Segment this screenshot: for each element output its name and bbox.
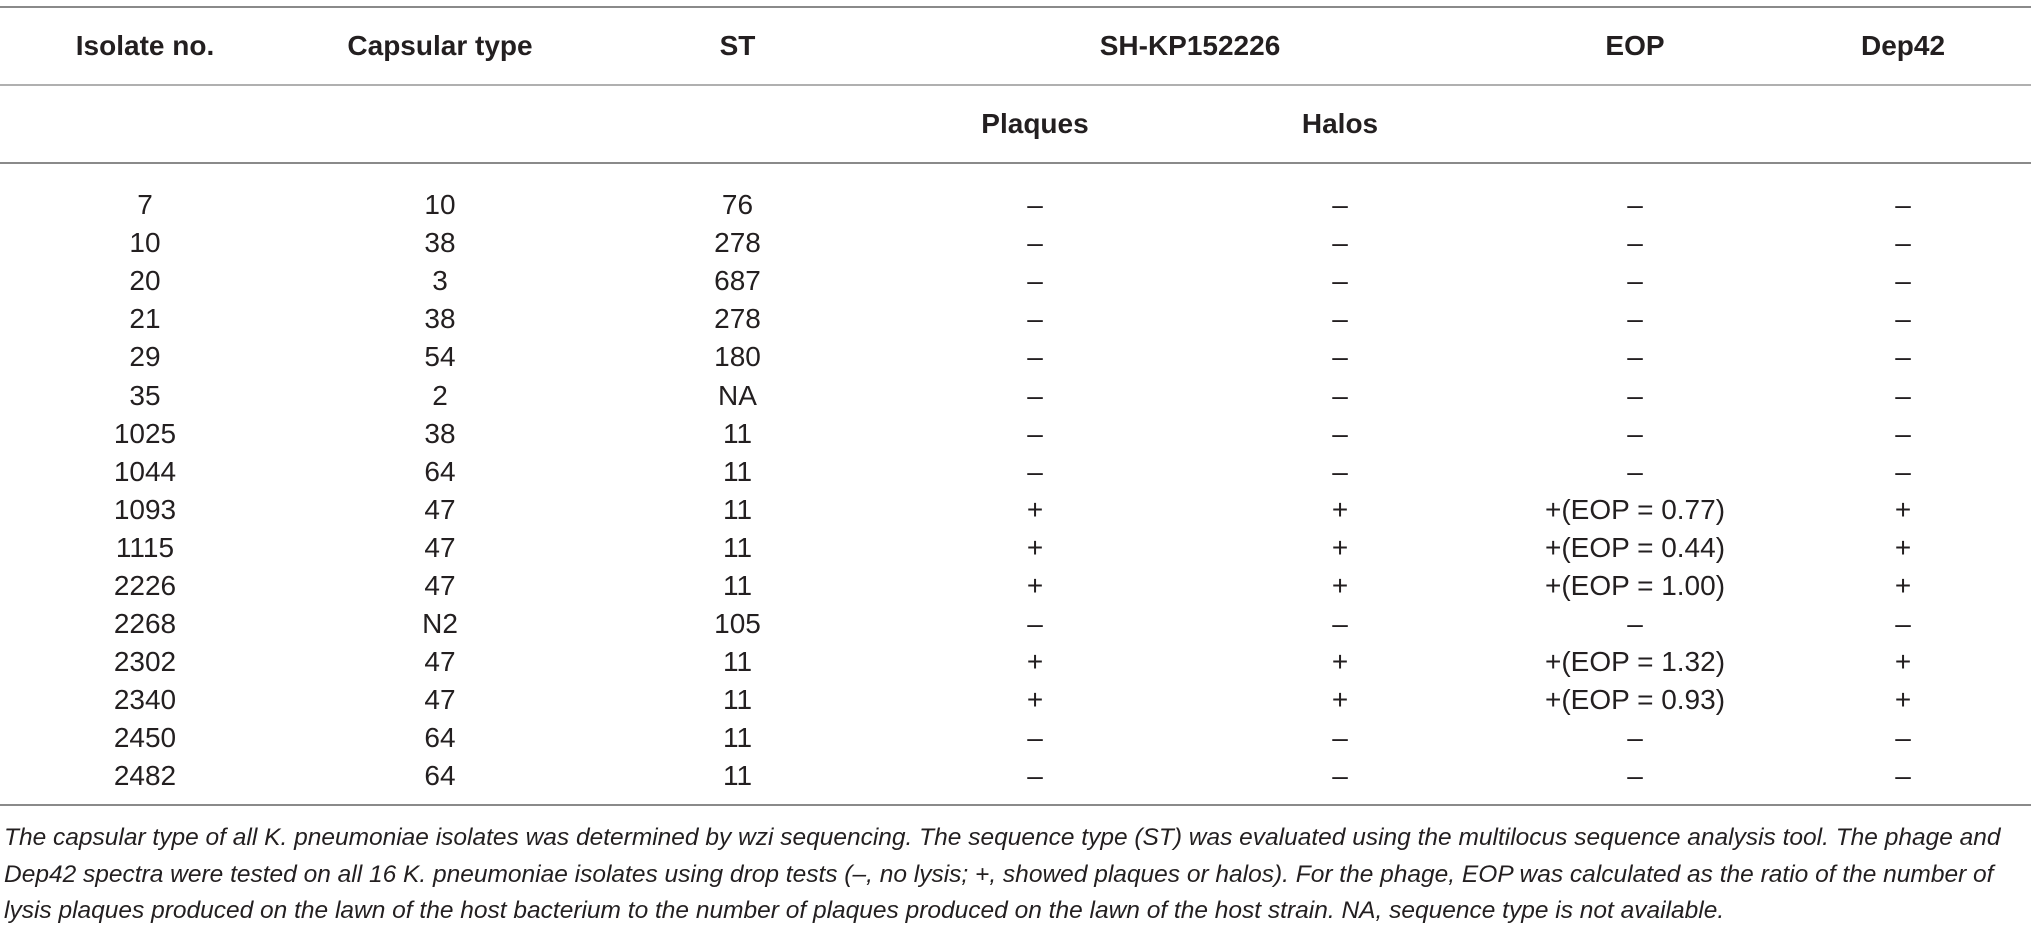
header-blank-1 [0, 85, 290, 163]
plaques-cell: – [1027, 189, 1043, 221]
st-cell: 11 [722, 722, 753, 754]
table-row [0, 605, 2031, 643]
plaques-cell: – [1027, 455, 1043, 487]
dep42-cell: + [1894, 684, 1912, 716]
st-cell: 11 [722, 493, 753, 525]
capsular-type-cell: 47 [424, 569, 456, 601]
halos-cell: – [1332, 303, 1348, 335]
isolate-cell: 2450 [113, 722, 177, 754]
isolate-cell: 1025 [113, 417, 177, 449]
eop-cell: – [1627, 608, 1643, 640]
dep42-cell: – [1895, 455, 1911, 487]
plaques-cell: – [1027, 417, 1043, 449]
plaques-cell: – [1027, 379, 1043, 411]
dep42-cell: + [1894, 569, 1912, 601]
dep42-cell: – [1895, 341, 1911, 373]
header-blank-3 [590, 85, 885, 163]
st-cell: 11 [722, 760, 753, 792]
isolate-cell: 7 [137, 189, 153, 221]
table-header [0, 7, 2031, 163]
halos-cell: + [1331, 684, 1349, 716]
halos-cell: + [1331, 493, 1349, 525]
st-cell: 76 [721, 189, 754, 221]
eop-cell: – [1627, 760, 1643, 792]
header-plaques: Plaques [885, 85, 1185, 163]
plaques-cell: – [1027, 265, 1043, 297]
header-blank-2 [290, 85, 590, 163]
capsular-type-cell: 64 [424, 455, 456, 487]
halos-cell: + [1331, 569, 1349, 601]
table-row [0, 643, 2031, 681]
capsular-type-cell: 10 [424, 189, 456, 221]
table-spacer [0, 163, 2031, 186]
plaques-cell: + [1026, 646, 1044, 678]
table-row [0, 567, 2031, 605]
plaques-cell: – [1027, 608, 1043, 640]
table-row [0, 529, 2031, 567]
table-bottom-rule [0, 796, 2031, 805]
bottom-rule-cell [0, 796, 2031, 805]
table-row [0, 186, 2031, 224]
plaques-cell: – [1027, 227, 1043, 259]
dep42-cell: – [1895, 417, 1911, 449]
dep42-cell: – [1895, 760, 1911, 792]
plaques-cell: + [1026, 684, 1044, 716]
halos-cell: – [1332, 455, 1348, 487]
table-row [0, 376, 2031, 414]
eop-cell: – [1627, 303, 1643, 335]
halos-cell: – [1332, 417, 1348, 449]
capsular-type-cell: 47 [424, 684, 456, 716]
capsular-type-cell: 64 [424, 722, 456, 754]
isolate-cell: 21 [129, 303, 161, 335]
halos-cell: – [1332, 722, 1348, 754]
st-cell: 278 [714, 303, 761, 335]
plaques-cell: – [1027, 303, 1043, 335]
capsular-type-cell: 38 [424, 303, 456, 335]
data-table-container [0, 6, 2031, 806]
dep42-cell: – [1895, 265, 1911, 297]
dep42-cell: – [1895, 227, 1911, 259]
halos-cell: – [1332, 760, 1348, 792]
isolate-cell: 2226 [113, 569, 177, 601]
header-dep42: Dep42 [1775, 7, 2031, 85]
table-footnote: The capsular type of all K. pneumoniae isolates was determined by wzi sequencing. The sequence type (ST) was evaluated using the multilocus sequence analysis tool. The phage and Dep42 spectra were tested on all 16 K. pneumoniae isolates using drop tests (–, no lysis; +, showed plaques or halos). For the phage, EOP was calculated as the ratio of the number of lysis plaques produced on the lawn of the host bacterium to the number of plaques produced on the lawn of the host strain. NA, sequence type is not available. [4, 824, 2001, 924]
isolate-cell: 1093 [113, 493, 177, 525]
eop-cell: – [1627, 341, 1643, 373]
header-st: ST [590, 7, 885, 85]
halos-cell: + [1331, 531, 1349, 563]
capsular-type-cell: N2 [422, 608, 458, 640]
isolate-cell: 10 [129, 227, 161, 259]
capsular-type-cell: 47 [424, 531, 456, 563]
st-cell: 11 [722, 455, 753, 487]
table-row [0, 491, 2031, 529]
plaques-cell: + [1026, 493, 1044, 525]
st-cell: 687 [714, 265, 761, 297]
isolate-cell: 1044 [113, 455, 177, 487]
table-row [0, 338, 2031, 376]
eop-cell: – [1627, 189, 1643, 221]
dep42-cell: + [1894, 493, 1912, 525]
table-row [0, 262, 2031, 300]
dep42-cell: + [1894, 531, 1912, 563]
eop-cell: – [1627, 227, 1643, 259]
st-cell: NA [718, 379, 757, 411]
capsular-type-cell: 47 [424, 493, 456, 525]
table-row [0, 300, 2031, 338]
spacer-cell [0, 163, 2031, 186]
halos-cell: – [1332, 227, 1348, 259]
header-row-primary [0, 7, 2031, 85]
halos-cell: – [1332, 379, 1348, 411]
isolate-cell: 2482 [113, 760, 177, 792]
dep42-cell: – [1895, 379, 1911, 411]
st-cell: 11 [722, 569, 753, 601]
isolate-table [0, 6, 2031, 806]
st-cell: 11 [722, 684, 753, 716]
header-blank-7 [1775, 85, 2031, 163]
dep42-cell: – [1895, 722, 1911, 754]
eop-cell: +(EOP = 0.93) [1544, 684, 1726, 716]
eop-cell: – [1627, 417, 1643, 449]
header-row-secondary [0, 85, 2031, 163]
plaques-cell: + [1026, 569, 1044, 601]
header-halos: Halos [1185, 85, 1495, 163]
st-cell: 11 [722, 646, 753, 678]
capsular-type-cell: 2 [432, 379, 448, 411]
dep42-cell: – [1895, 189, 1911, 221]
dep42-cell: – [1895, 608, 1911, 640]
plaques-cell: – [1027, 722, 1043, 754]
header-phage: SH-KP152226 [885, 7, 1495, 85]
st-cell: 11 [722, 531, 753, 563]
eop-cell: – [1627, 455, 1643, 487]
isolate-cell: 2302 [113, 646, 177, 678]
plaques-cell: – [1027, 760, 1043, 792]
isolate-cell: 2268 [113, 608, 177, 640]
table-row [0, 757, 2031, 795]
halos-cell: – [1332, 341, 1348, 373]
capsular-type-cell: 54 [424, 341, 456, 373]
eop-cell: – [1627, 722, 1643, 754]
eop-cell: +(EOP = 0.77) [1544, 493, 1726, 525]
isolate-cell: 29 [129, 341, 161, 373]
capsular-type-cell: 64 [424, 760, 456, 792]
table-body [0, 163, 2031, 805]
isolate-cell: 20 [129, 265, 161, 297]
halos-cell: – [1332, 608, 1348, 640]
dep42-cell: + [1894, 646, 1912, 678]
header-blank-6 [1495, 85, 1775, 163]
halos-cell: – [1332, 265, 1348, 297]
capsular-type-cell: 47 [424, 646, 456, 678]
isolate-cell: 2340 [113, 684, 177, 716]
capsular-type-cell: 38 [424, 227, 456, 259]
capsular-type-cell: 38 [424, 417, 456, 449]
header-capsular-type: Capsular type [290, 7, 590, 85]
header-isolate: Isolate no. [0, 7, 290, 85]
halos-cell: + [1331, 646, 1349, 678]
table-row [0, 719, 2031, 757]
plaques-cell: – [1027, 341, 1043, 373]
header-eop: EOP [1495, 7, 1775, 85]
eop-cell: – [1627, 265, 1643, 297]
plaques-cell: + [1026, 531, 1044, 563]
halos-cell: – [1332, 189, 1348, 221]
isolate-cell: 35 [129, 379, 161, 411]
capsular-type-cell: 3 [432, 265, 448, 297]
table-row [0, 224, 2031, 262]
table-row [0, 681, 2031, 719]
eop-cell: +(EOP = 1.00) [1544, 569, 1726, 601]
eop-cell: – [1627, 379, 1643, 411]
st-cell: 180 [714, 341, 761, 373]
dep42-cell: – [1895, 303, 1911, 335]
st-cell: 105 [714, 608, 761, 640]
table-row [0, 415, 2031, 453]
table-row [0, 453, 2031, 491]
eop-cell: +(EOP = 0.44) [1544, 531, 1726, 563]
isolate-cell: 1115 [115, 531, 175, 563]
st-cell: 11 [722, 417, 753, 449]
eop-cell: +(EOP = 1.32) [1544, 646, 1726, 678]
st-cell: 278 [714, 227, 761, 259]
